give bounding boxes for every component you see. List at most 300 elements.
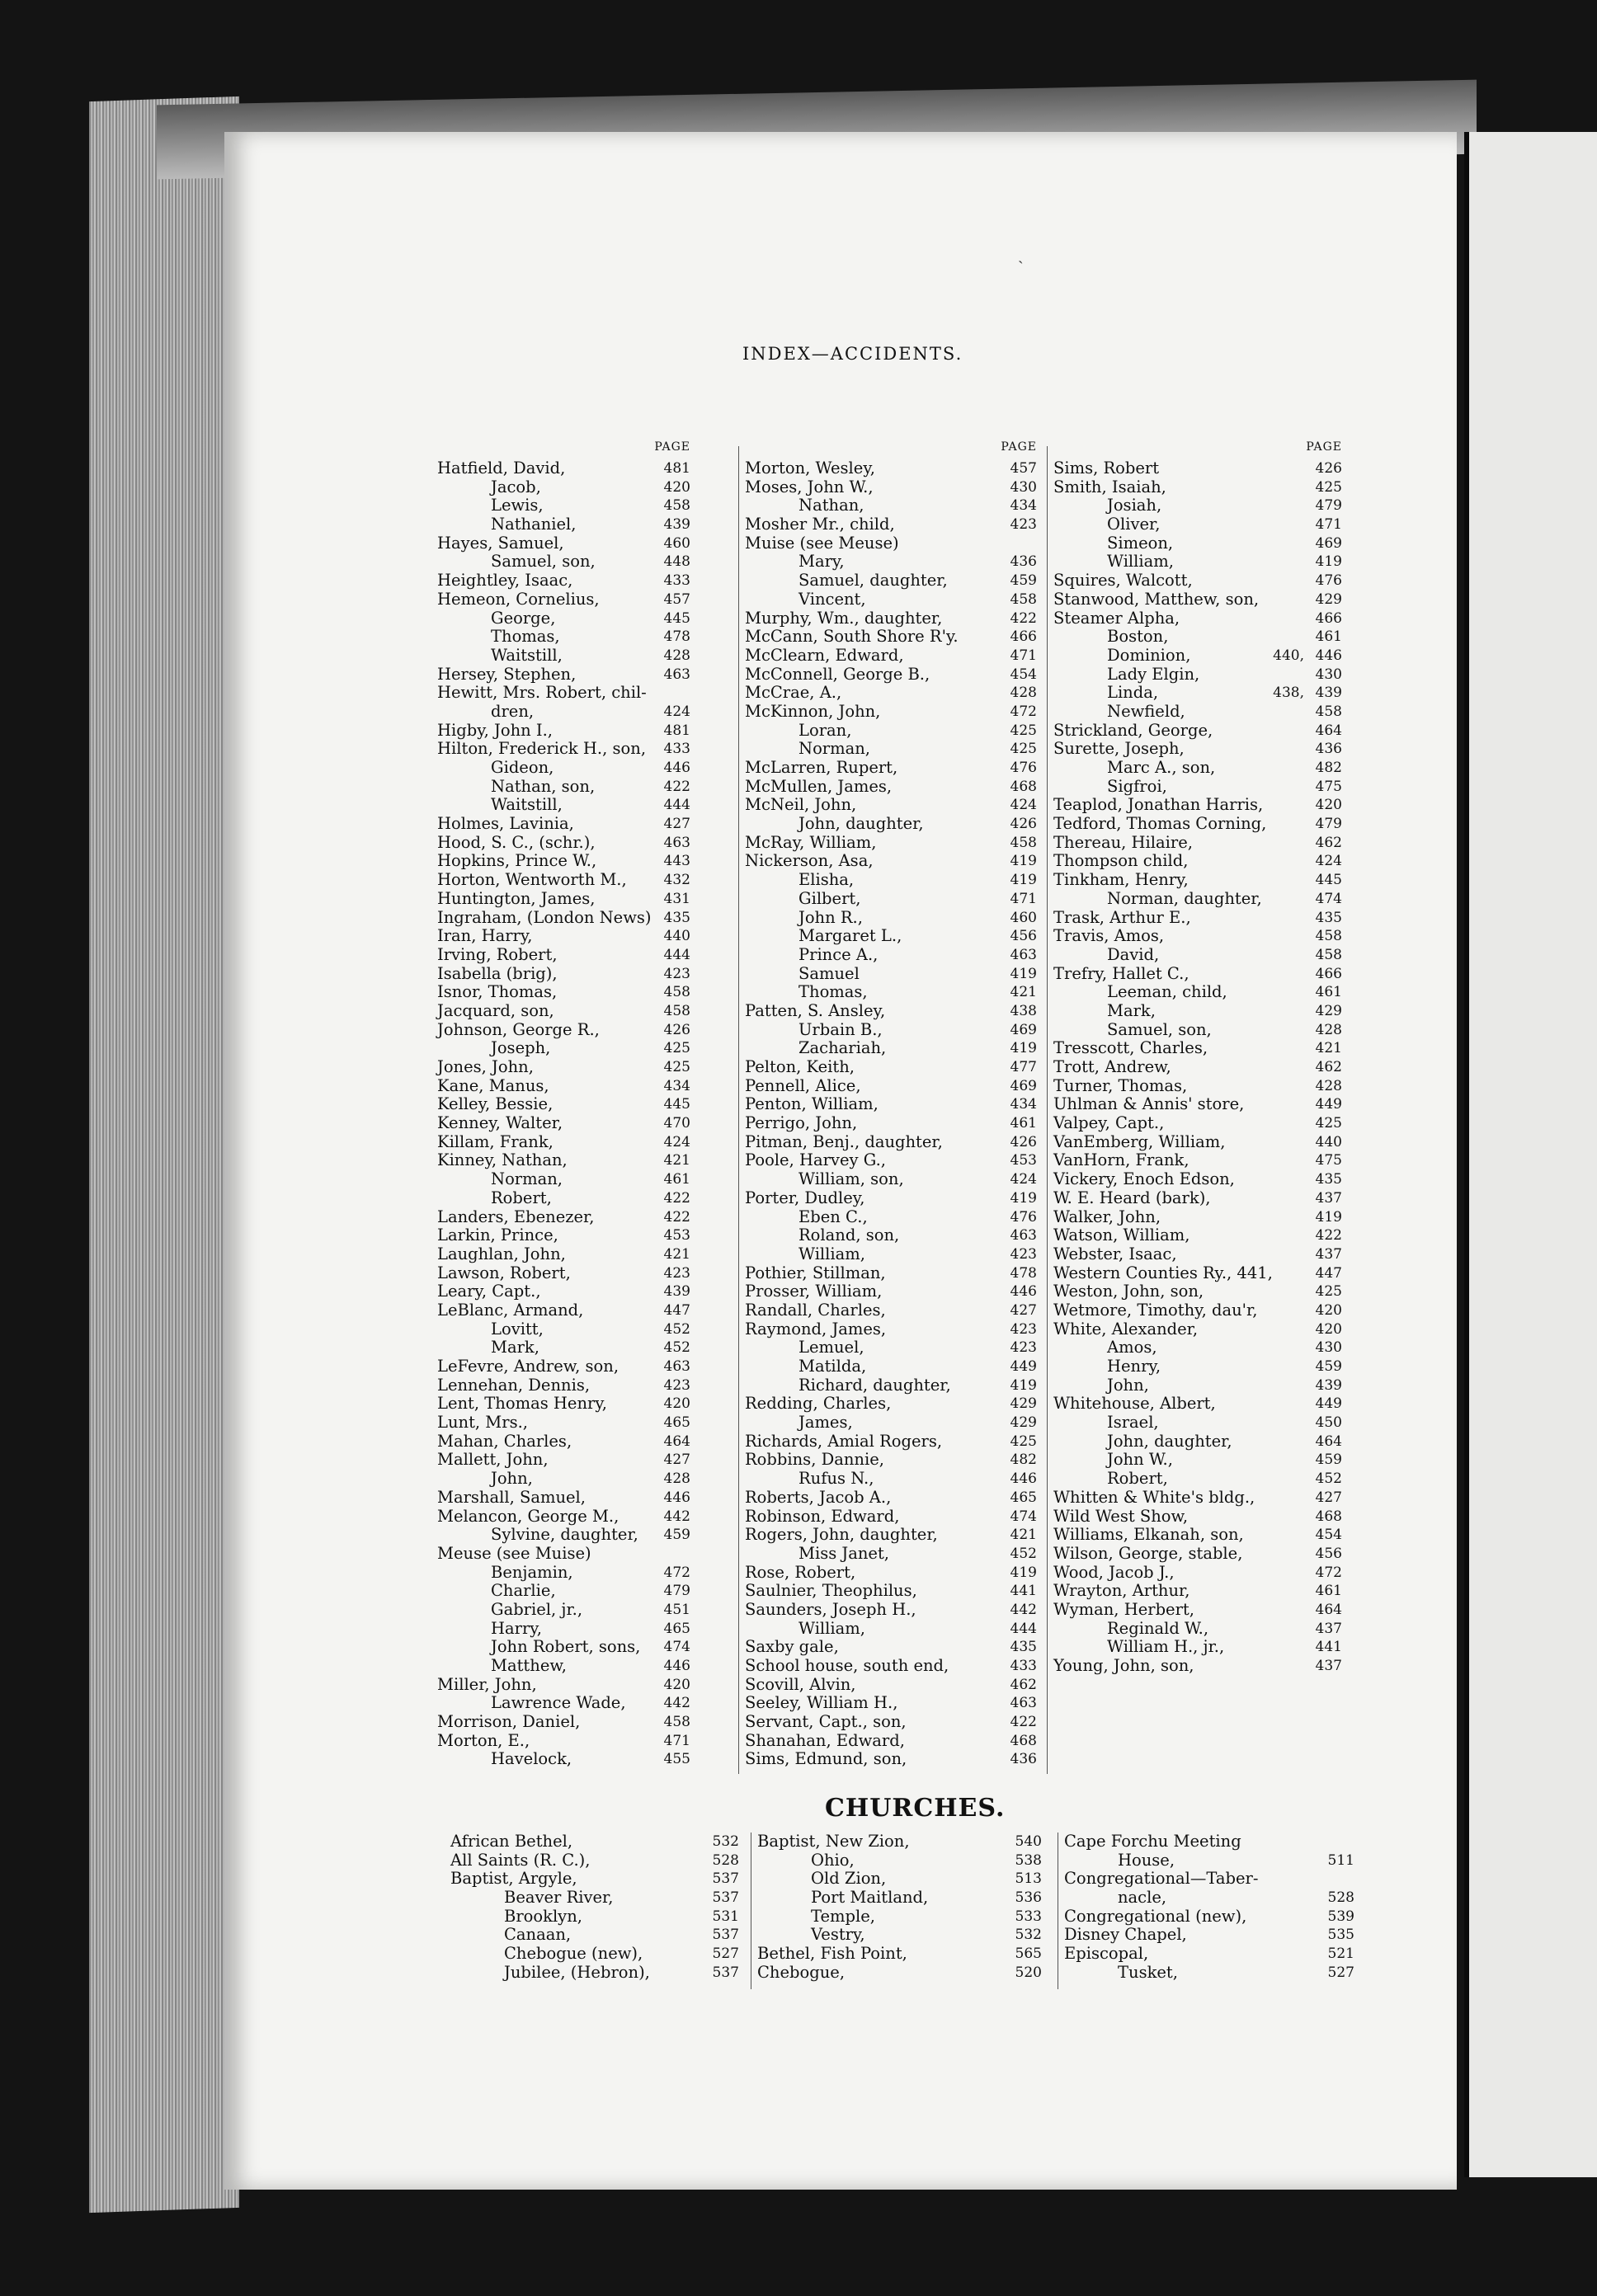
entry-name: Hewitt, Mrs. Robert, chil- — [437, 683, 647, 703]
entry-name: Simeon, — [1107, 533, 1174, 553]
entry-name: Robinson, Edward, — [745, 1506, 900, 1526]
entry-page-number: 424 — [1010, 1171, 1037, 1188]
entry-name: Moses, John W., — [745, 477, 874, 496]
index-entry — [745, 1208, 1037, 1227]
entry-name: Kane, Manus, — [437, 1075, 549, 1095]
entry-page-number: 511 — [1327, 1851, 1354, 1869]
index-entry — [437, 1526, 690, 1545]
index-entry — [437, 1620, 690, 1639]
entry-page-number: 419 — [1010, 853, 1037, 870]
entry-name: Huntington, James, — [437, 888, 596, 908]
index-entry — [745, 1264, 1037, 1283]
entry-page-number: 441 — [1315, 1639, 1342, 1656]
index-entry — [437, 590, 690, 609]
entry-page-number: 458 — [663, 1714, 690, 1731]
entry-page-number: 461 — [1010, 1115, 1037, 1132]
entry-page-number: 419 — [1010, 1564, 1037, 1581]
entry-name: James, — [798, 1413, 853, 1433]
index-entry — [1053, 684, 1342, 703]
index-entry — [745, 703, 1037, 722]
entry-name: Marshall, Samuel, — [437, 1487, 586, 1507]
church-entry — [757, 1926, 1042, 1945]
entry-page-number: 537 — [712, 1964, 739, 1981]
entry-page-number: 452 — [663, 1320, 690, 1338]
index-entry — [1053, 1526, 1342, 1545]
entry-page-number: 426 — [1315, 460, 1342, 477]
entry-page-number: 441 — [1010, 1583, 1037, 1600]
entry-page-number: 449 — [1315, 1395, 1342, 1413]
entry-name: Mahan, Charles, — [437, 1431, 572, 1451]
entry-page-number: 453 — [1010, 1152, 1037, 1169]
index-entry — [1053, 909, 1342, 928]
entry-name: Laughlan, John, — [437, 1244, 566, 1263]
entry-page-number: 419 — [1010, 872, 1037, 889]
entry-name: George, — [491, 608, 556, 628]
entry-name: W. E. Heard (bark), — [1053, 1188, 1211, 1207]
entry-page-number: 464 — [1315, 1433, 1342, 1450]
entry-name: William, son, — [798, 1169, 904, 1189]
entry-name: Johnson, George R., — [437, 1019, 600, 1039]
entry-page-number: 420 — [1315, 797, 1342, 814]
entry-page-number: 435 — [1315, 1171, 1342, 1188]
index-entry — [745, 1694, 1037, 1713]
page-column-header: PAGE — [1306, 440, 1342, 454]
entry-page-number: 438 — [1010, 1002, 1037, 1019]
entry-name: William H., jr., — [1107, 1637, 1225, 1657]
entry-name: John Robert, sons, — [491, 1637, 641, 1657]
entry-name: Jones, John, — [437, 1057, 534, 1076]
entry-name: Havelock, — [491, 1749, 572, 1769]
entry-page-number: 425 — [1010, 1433, 1037, 1450]
entry-name: Wild West Show, — [1053, 1506, 1189, 1526]
church-entry — [450, 1833, 739, 1851]
entry-page-number: 421 — [1010, 1527, 1037, 1544]
column-divider — [1047, 446, 1048, 1774]
entry-name: Gabriel, jr., — [491, 1599, 583, 1619]
entry-name: Larkin, Prince, — [437, 1226, 558, 1245]
index-entry — [437, 647, 690, 666]
entry-page-number: 425 — [1010, 722, 1037, 739]
entry-name: Higby, John I., — [437, 720, 554, 740]
entry-name: Waitstill, — [491, 645, 563, 665]
index-entry — [437, 722, 690, 741]
church-entry — [1064, 1926, 1354, 1945]
entry-name: Raymond, James, — [745, 1319, 887, 1339]
entry-page-number: 443 — [663, 853, 690, 870]
index-entry — [437, 1451, 690, 1470]
entry-name: Miller, John, — [437, 1674, 537, 1694]
index-entry — [745, 572, 1037, 590]
entry-page-number: 427 — [1010, 1301, 1037, 1319]
index-entry — [437, 1170, 690, 1189]
index-entry — [1053, 796, 1342, 815]
entry-name: White, Alexander, — [1053, 1319, 1199, 1339]
entry-name: School house, south end, — [745, 1656, 949, 1675]
index-entry — [1053, 1226, 1342, 1245]
entry-page-number: 451 — [663, 1601, 690, 1618]
index-entry — [745, 1095, 1037, 1114]
entry-name: Matthew, — [491, 1656, 567, 1675]
entry-name: Disney Chapel, — [1064, 1925, 1187, 1945]
index-entry — [437, 852, 690, 871]
index-entry — [437, 1676, 690, 1695]
entry-page-number: 454 — [1315, 1527, 1342, 1544]
entry-name: Pennell, Alice, — [745, 1075, 861, 1095]
entry-page-number: 537 — [712, 1889, 739, 1907]
index-entry — [437, 965, 690, 984]
entry-page-number: 472 — [1315, 1564, 1342, 1581]
entry-page-number: 422 — [663, 778, 690, 795]
entry-name: Poole, Harvey G., — [745, 1150, 886, 1170]
entry-name: Thomas, — [798, 982, 868, 1002]
index-entry — [1053, 553, 1342, 572]
entry-name: McKinnon, John, — [745, 701, 881, 721]
entry-page-number: 425 — [663, 1040, 690, 1057]
index-entry — [745, 496, 1037, 515]
index-entry — [437, 609, 690, 628]
entry-name: Penton, William, — [745, 1094, 879, 1114]
entry-page-number: 463 — [1010, 1227, 1037, 1244]
entry-name: Marc A., son, — [1107, 758, 1216, 777]
entry-page-number: 420 — [663, 1676, 690, 1693]
index-entry — [745, 890, 1037, 909]
entry-page-number: 439 — [1315, 685, 1342, 702]
index-entry — [437, 1002, 690, 1021]
entry-name: nacle, — [1118, 1888, 1167, 1908]
entry-name: Hayes, Samuel, — [437, 533, 564, 553]
index-entry — [1053, 1058, 1342, 1077]
entry-name: Hood, S. C., (schr.), — [437, 832, 596, 852]
entry-page-number: 429 — [1315, 1002, 1342, 1019]
index-entry — [437, 1151, 690, 1170]
index-entry — [1053, 778, 1342, 797]
index-entry — [1053, 1508, 1342, 1527]
entry-page-number: 423 — [1010, 1245, 1037, 1263]
index-entry — [745, 983, 1037, 1002]
entry-name: VanEmberg, William, — [1053, 1132, 1226, 1151]
entry-name: Hemeon, Cornelius, — [437, 589, 600, 609]
entry-name: Uhlman & Annis' store, — [1053, 1094, 1245, 1114]
page-column-header: PAGE — [1001, 440, 1037, 454]
entry-page-number: 478 — [1010, 1264, 1037, 1282]
church-entry — [1064, 1964, 1354, 1983]
entry-name: Josiah, — [1107, 496, 1162, 515]
entry-name: John W., — [1107, 1450, 1173, 1470]
entry-page-number: 420 — [663, 1395, 690, 1413]
index-entry — [745, 1320, 1037, 1339]
index-entry — [745, 1451, 1037, 1470]
church-entry — [1064, 1889, 1354, 1908]
entry-name: Israel, — [1107, 1413, 1159, 1433]
entry-page-number: 421 — [663, 1245, 690, 1263]
entry-page-number: 420 — [663, 478, 690, 496]
index-entry — [1053, 459, 1342, 478]
entry-page-number: 482 — [1010, 1451, 1037, 1469]
entry-page-number: 439 — [663, 516, 690, 534]
index-entry — [745, 796, 1037, 815]
index-entry — [437, 946, 690, 965]
index-entry — [745, 1114, 1037, 1133]
entry-name: Hersey, Stephen, — [437, 664, 577, 684]
entry-page-number: 422 — [1010, 609, 1037, 627]
index-entry — [745, 722, 1037, 741]
entry-name: Richard, daughter, — [798, 1375, 951, 1395]
entry-page-number: 476 — [1010, 1208, 1037, 1226]
entry-name: Horton, Wentworth M., — [437, 870, 627, 890]
entry-page-number: 428 — [1010, 685, 1037, 702]
entry-name: Kinney, Nathan, — [437, 1150, 568, 1170]
entry-name: Jubilee, (Hebron), — [504, 1962, 650, 1982]
entry-name: Tresscott, Charles, — [1053, 1038, 1208, 1058]
index-entry — [1053, 1245, 1342, 1264]
entry-page-number: 469 — [1315, 534, 1342, 552]
entry-name: Temple, — [811, 1906, 875, 1926]
entry-name: Hatfield, David, — [437, 459, 566, 478]
entry-name: Nathaniel, — [491, 515, 577, 534]
index-entry — [1053, 1376, 1342, 1395]
church-entry — [757, 1833, 1042, 1851]
entry-page-number: 538 — [1015, 1851, 1042, 1869]
entry-page-number: 471 — [1315, 516, 1342, 534]
entry-page-number: 459 — [1010, 572, 1037, 590]
entry-page-number: 428 — [1315, 1021, 1342, 1038]
entry-name: Shanahan, Edward, — [745, 1730, 905, 1750]
entry-name: Tinkham, Henry, — [1053, 870, 1189, 890]
entry-name: VanHorn, Frank, — [1053, 1150, 1190, 1170]
entry-name: Lunt, Mrs., — [437, 1413, 528, 1433]
church-entry — [757, 1889, 1042, 1908]
index-entry — [437, 1339, 690, 1357]
entry-page-number: 464 — [663, 1433, 690, 1450]
entry-name: Mosher Mr., child, — [745, 515, 895, 534]
entry-name: Bethel, Fish Point, — [757, 1944, 907, 1964]
index-entry — [437, 1320, 690, 1339]
entry-page-number: 434 — [663, 1077, 690, 1094]
entry-page-number: 440 — [1315, 1133, 1342, 1150]
index-entry — [745, 778, 1037, 797]
index-entry — [1053, 722, 1342, 741]
entry-name: Congregational—Taber- — [1064, 1869, 1259, 1889]
entry-name: Mark, — [491, 1338, 539, 1357]
church-entry — [757, 1851, 1042, 1870]
entry-page-number: 466 — [1315, 609, 1342, 627]
entry-name: Samuel, daughter, — [798, 571, 948, 590]
entry-page-number: 540 — [1015, 1833, 1042, 1850]
entry-page-number: 465 — [663, 1414, 690, 1432]
entry-page-number: 428 — [663, 647, 690, 664]
entry-name: Williams, Elkanah, son, — [1053, 1525, 1244, 1545]
entry-page-number: 428 — [1315, 1077, 1342, 1094]
entry-name: Margaret L., — [798, 926, 902, 946]
entry-page-number: 565 — [1015, 1945, 1042, 1963]
entry-page-number: 423 — [1010, 1320, 1037, 1338]
entry-name: Rose, Robert, — [745, 1562, 856, 1582]
entry-name: Sylvine, daughter, — [491, 1525, 638, 1545]
index-entry — [1053, 1002, 1342, 1021]
churches-heading: CHURCHES. — [825, 1794, 1006, 1823]
entry-page-number: 456 — [1010, 928, 1037, 945]
index-entry — [437, 890, 690, 909]
entry-name: Whitehouse, Albert, — [1053, 1394, 1216, 1414]
entry-page-number: 456 — [1315, 1545, 1342, 1562]
index-entry — [1053, 1470, 1342, 1489]
entry-page-number: 458 — [1315, 928, 1342, 945]
entry-page-number: 463 — [663, 1358, 690, 1375]
entry-name: Hopkins, Prince W., — [437, 851, 597, 871]
index-entry — [1053, 1021, 1342, 1040]
entry-name: Baptist, Argyle, — [450, 1869, 577, 1889]
index-entry — [437, 1189, 690, 1208]
index-entry — [1053, 927, 1342, 946]
entry-name: Canaan, — [504, 1925, 572, 1945]
entry-name: Wetmore, Timothy, dau'r, — [1053, 1300, 1258, 1320]
entry-name: Tusket, — [1118, 1962, 1178, 1982]
entry-page-number: 447 — [1315, 1264, 1342, 1282]
index-entry — [1053, 1545, 1342, 1564]
entry-name: Thomas, — [491, 627, 560, 647]
index-entry — [1053, 1151, 1342, 1170]
entry-page-number: 535 — [1327, 1927, 1354, 1944]
churches-column-3 — [1064, 1833, 1354, 1983]
index-entry — [437, 1058, 690, 1077]
entry-page-number: 463 — [663, 666, 690, 683]
index-entry — [1053, 1601, 1342, 1620]
entry-name: Matilda, — [798, 1357, 867, 1376]
entry-name: Miss Janet, — [798, 1543, 889, 1563]
entry-page-number: 420 — [1315, 1320, 1342, 1338]
entry-name: Webster, Isaac, — [1053, 1244, 1177, 1263]
entry-page-number: 429 — [1010, 1395, 1037, 1413]
entry-page-number: 431 — [663, 890, 690, 907]
entry-name: Samuel, son, — [1107, 1019, 1212, 1039]
entry-page-number: 424 — [1010, 797, 1037, 814]
index-entry — [1053, 1039, 1342, 1058]
index-entry — [1053, 965, 1342, 984]
index-entry — [1053, 740, 1342, 759]
entry-name: Vestry, — [811, 1925, 865, 1945]
index-entry — [1053, 1451, 1342, 1470]
church-entry — [450, 1908, 739, 1927]
index-entry — [1053, 1339, 1342, 1357]
entry-name: Loran, — [798, 720, 852, 740]
entry-name: Wood, Jacob J., — [1053, 1562, 1175, 1582]
entry-page-number: 440 — [663, 928, 690, 945]
index-entry — [745, 1638, 1037, 1657]
entry-name: Rogers, John, daughter, — [745, 1525, 938, 1545]
index-column-3 — [1053, 440, 1342, 1676]
entry-page-number: 446 — [1315, 647, 1342, 664]
entry-name: Nathan, — [798, 496, 864, 515]
entry-page-number: 446 — [663, 1658, 690, 1674]
index-entry — [1053, 478, 1342, 497]
entry-page-number: 537 — [712, 1870, 739, 1888]
entry-page-number: 421 — [1315, 1040, 1342, 1057]
index-entry — [1053, 852, 1342, 871]
entry-page-number: 425 — [1315, 1115, 1342, 1132]
entry-name: Zachariah, — [798, 1038, 887, 1058]
entry-page-number: 425 — [1315, 1283, 1342, 1301]
entry-page-number: 425 — [1010, 741, 1037, 758]
index-entry — [437, 871, 690, 890]
entry-page-number: 437 — [1315, 1245, 1342, 1263]
entry-name: Stanwood, Matthew, son, — [1053, 589, 1260, 609]
entry-page-number: 461 — [1315, 984, 1342, 1001]
entry-name: Cape Forchu Meeting — [1064, 1832, 1241, 1851]
entry-name: Holmes, Lavinia, — [437, 814, 574, 834]
index-entry — [745, 1021, 1037, 1040]
entry-page-number: 442 — [663, 1695, 690, 1712]
index-entry — [1053, 609, 1342, 628]
entry-name: Prosser, William, — [745, 1282, 883, 1301]
entry-name: Samuel, son, — [491, 552, 596, 572]
entry-page-number: 446 — [1010, 1470, 1037, 1488]
entry-name: Perrigo, John, — [745, 1113, 858, 1133]
index-entry — [437, 703, 690, 722]
entry-page-number: 463 — [1010, 1695, 1037, 1712]
index-entry — [437, 553, 690, 572]
index-entry — [745, 1245, 1037, 1264]
church-entry — [757, 1870, 1042, 1889]
entry-name: Young, John, son, — [1053, 1656, 1194, 1675]
index-entry — [437, 1582, 690, 1601]
entry-name: Randall, Charles, — [745, 1300, 886, 1320]
entry-page-number: 465 — [1010, 1489, 1037, 1506]
entry-name: Newfield, — [1107, 701, 1185, 721]
entry-name: Lennehan, Dennis, — [437, 1375, 591, 1395]
index-entry — [745, 1657, 1037, 1676]
index-entry — [745, 1564, 1037, 1583]
entry-page-number: 426 — [1010, 1133, 1037, 1150]
entry-page-number: 521 — [1327, 1945, 1354, 1963]
entry-page-number: 479 — [663, 1583, 690, 1600]
column-divider — [738, 446, 739, 1774]
entry-name: Vickery, Enoch Edson, — [1053, 1169, 1235, 1189]
entry-extra-page: 440, — [1273, 647, 1304, 664]
entry-page-number: 428 — [663, 1470, 690, 1488]
index-column-2 — [745, 440, 1037, 1769]
entry-page-number: 425 — [663, 1059, 690, 1075]
index-entry — [745, 459, 1037, 478]
entry-page-number: 465 — [663, 1620, 690, 1637]
entry-page-number: 481 — [663, 460, 690, 477]
index-entry — [1053, 815, 1342, 834]
entry-name: Lady Elgin, — [1107, 664, 1200, 684]
index-entry — [437, 515, 690, 534]
entry-page-number: 435 — [1010, 1639, 1037, 1656]
entry-name: John, — [491, 1469, 533, 1489]
entry-name: Congregational (new), — [1064, 1906, 1247, 1926]
entry-page-number: 458 — [663, 497, 690, 515]
index-entry — [745, 1433, 1037, 1451]
entry-page-number: 422 — [663, 1189, 690, 1207]
entry-page-number: 464 — [1315, 1601, 1342, 1618]
entry-name: Mary, — [798, 552, 845, 572]
entry-page-number: 475 — [1315, 778, 1342, 795]
index-entry — [745, 515, 1037, 534]
entry-page-number: 424 — [663, 703, 690, 720]
entry-page-number: 533 — [1015, 1908, 1042, 1925]
entry-page-number: 419 — [1010, 1189, 1037, 1207]
church-entry — [450, 1851, 739, 1870]
entry-page-number: 459 — [1315, 1451, 1342, 1469]
index-entry — [1053, 1095, 1342, 1114]
entry-name: African Bethel, — [450, 1832, 573, 1851]
index-entry — [745, 1077, 1037, 1096]
entry-page-number: 448 — [663, 553, 690, 571]
entry-page-number: 423 — [663, 965, 690, 982]
index-entry — [1053, 834, 1342, 853]
entry-page-number: 528 — [1327, 1889, 1354, 1907]
